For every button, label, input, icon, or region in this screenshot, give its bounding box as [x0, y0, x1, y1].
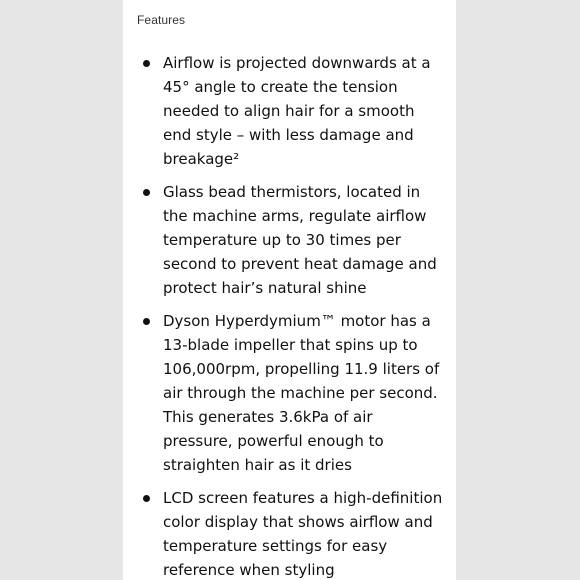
feature-text: Glass bead thermistors, located in the machine arms, regulate airflow temperature up to 30 times per second to prevent heat damage and protect hair’s natural shine	[163, 183, 437, 297]
feature-text: Airflow is projected downwards at a 45° angle to create the tension needed to align hair for a smooth end style – with less damage and breakage²	[163, 54, 431, 168]
bullet-icon	[143, 60, 150, 67]
features-list	[123, 51, 456, 580]
list-item	[123, 51, 456, 171]
features-heading: Features	[137, 13, 186, 27]
list-item	[123, 486, 456, 580]
bullet-icon	[143, 318, 150, 325]
bullet-icon	[143, 189, 150, 196]
list-item	[123, 309, 456, 477]
feature-text: Dyson Hyperdymium™ motor has a 13-blade impeller that spins up to 106,000rpm, propelling 11.9 liters of air through the machine per second. This generates 3.6kPa of air pressure, powerful enough to straighten hair as it dries	[163, 312, 440, 474]
feature-text: LCD screen features a high-definition color display that shows airflow and temperature settings for easy reference when styling	[163, 489, 443, 579]
list-item	[123, 180, 456, 300]
features-panel	[123, 0, 456, 580]
bullet-icon	[143, 495, 150, 502]
